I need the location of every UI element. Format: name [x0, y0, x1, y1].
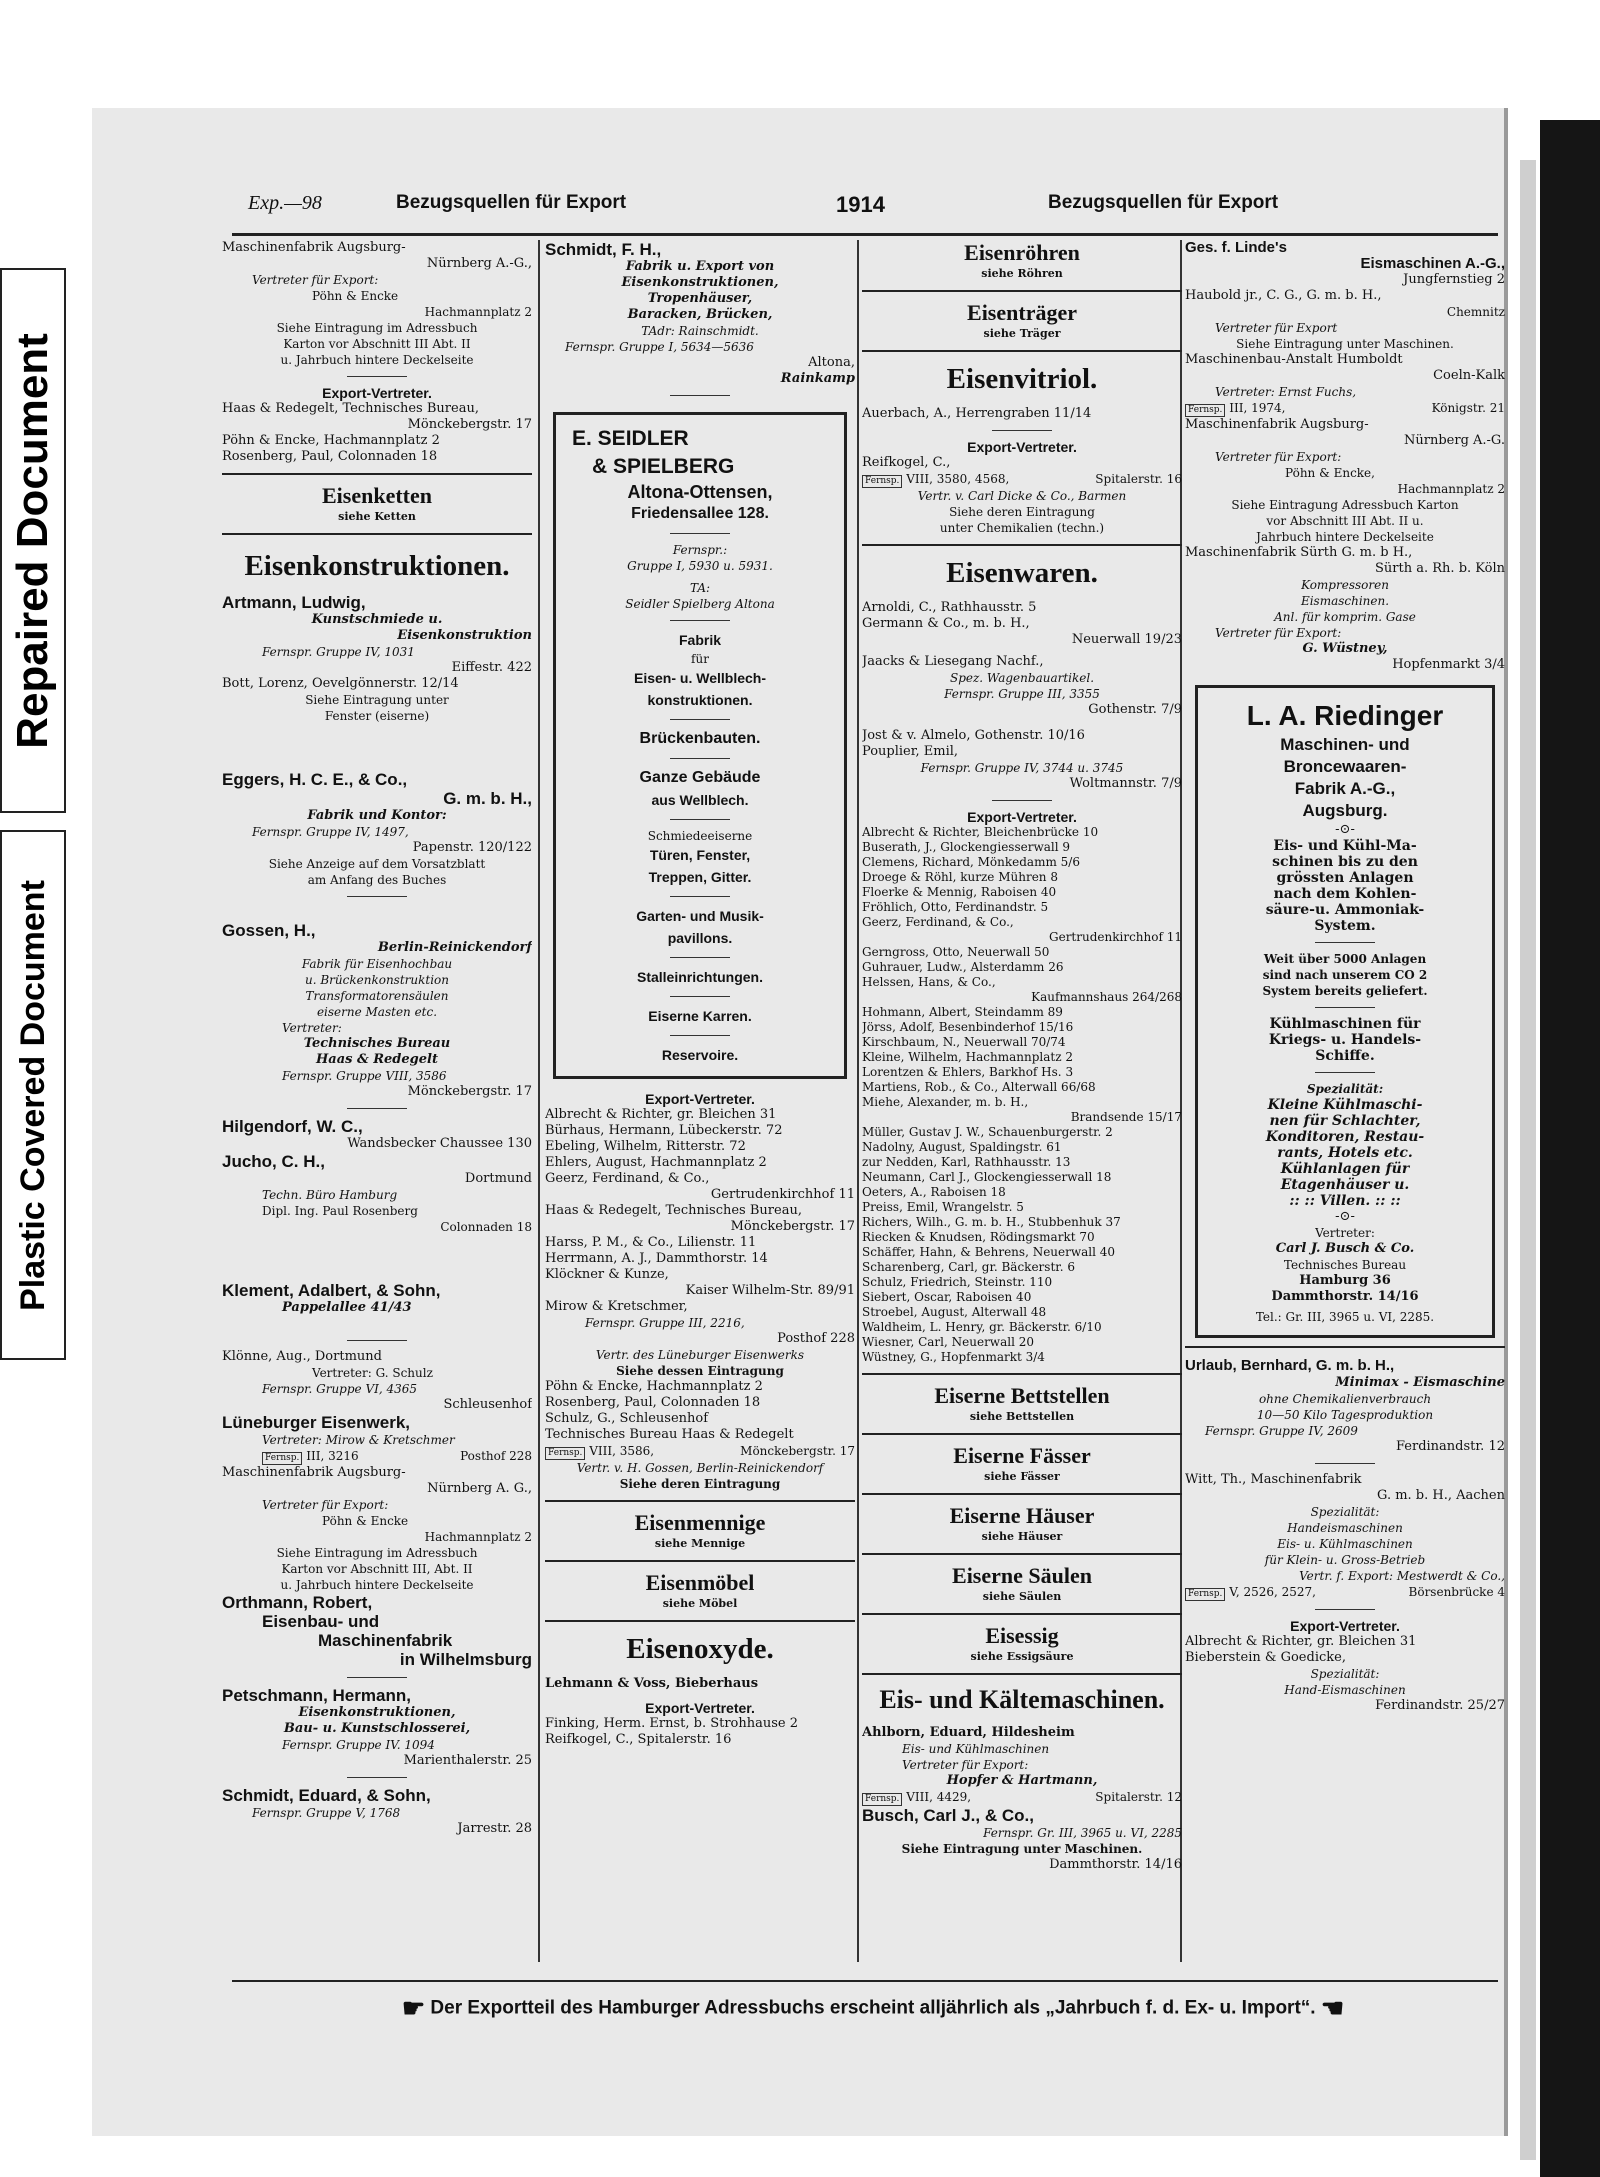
short-rule [347, 1108, 407, 1109]
section-rule [545, 1560, 855, 1562]
export-vertreter-heading: Export-Vertreter. [645, 1091, 755, 1107]
entry-busch: Busch, Carl J., & Co., Fernspr. Gr. III, 3965 u. VI, 2285 Siehe Eintragung unter Maschinen. Dammthorstr. 14/16 [862, 1806, 1182, 1872]
heading-eiserne-faesser: Eiserne Fässer [953, 1443, 1091, 1468]
entry-orthmann: Orthmann, Robert, Eisenbau- und Maschinenfabrik in Wilhelmsburg [222, 1593, 532, 1669]
list-item: Harss, P. M., & Co., Lilienstr. 11 [545, 1235, 757, 1250]
heading-eiserne-saeulen: Eiserne Säulen [952, 1563, 1092, 1588]
list-item: Schulz, Friedrich, Steinstr. 110 [862, 1275, 1053, 1289]
list-item: Scharenberg, Carl, gr. Bäckerstr. 6 [862, 1260, 1075, 1274]
entry-albrecht: Albrecht & Richter, gr. Bleichen 31 Bieberstein & Goedicke, Spezialität: Hand-Eismaschinen Ferdinandstr. 25/27 [1185, 1634, 1505, 1713]
entry-artmann: Artmann, Ludwig, Kunstschmiede u. Eisenkonstruktion Fernspr. Gruppe IV, 1031 Eiffestr. 422 [222, 593, 532, 675]
section-rule [862, 350, 1182, 352]
short-rule [1315, 1609, 1375, 1610]
column-1: Maschinenfabrik Augsburg- Nürnberg A.-G., Vertreter für Export: Pöhn & Encke Hachmannplatz 2 Siehe Eintragung im Adressbuch Karton vor Abschnitt III Abt. II u. Jahrbuch hintere Deckelseite Export-Vertreter. Haas & Redegelt, Technisches Bureau, Mönckebergstr. 17 Pöhn & Encke, Hachmannplatz 2 Rosenberg, Paul, Colonnaden 18 Eisenketten siehe Ketten Eisenkonstruktionen. Artmann, Ludwig, Kunstschmiede u. Eisenkonstruktion Fernspr. Gruppe IV, 1031 Eiffestr. 422 Bott, Lorenz, Oevelgönnerstr. 12/14 Siehe Eintragung unter Fenster (eiserne) Eggers, H. C. E., & Co., G. m. b. H., Fabrik und Kontor: Fernspr. Gruppe IV, 1497, Papenstr. 120/122 Siehe Anzeige auf dem Vorsatzblatt am Anfang des Buches Gossen, H., Berlin-Reinickendorf Fabrik für Eisenhochbau u. Brückenkonstruktion Transformatorensäulen eiserne Masten etc. Vertreter: Technisches Bureau Haas & Redegelt Fernspr. Gruppe VIII, 3586 Mönckebergstr. 17 Hilgendorf, W. C., Wandsbecker Chaussee 130 Jucho, C. H., Dortmund Techn. Büro Hamburg Dipl. Ing. Paul Rosenberg Colonnaden 18 Klement, Adalbert, & Sohn, Pappelallee 41/43 Klönne, Aug., Dortmund Vertreter: G. Schulz Fernspr. Gruppe VI, 4365 Schleusenhof Lüneburger Eisenwerk, Vertreter: Mirow & Kretschmer Fernsp. III, 3216 Posthof 228 Maschinenfabrik Augsburg- Nürnberg A. G., Vertreter für Export: Pöhn & Encke Hachmannplatz 2 Siehe Eintragung im Adressbuch Karton vor Abschnitt III, Abt. II u. Jahrbuch hintere Deckelseite Orthmann, Robert, Eisenbau- und Maschinenfabrik in Wilhelmsburg Petschmann, Hermann, Eisenkonstruktionen, Bau- u. Kunstschlosserei, Fernspr. Gruppe IV. 1094 Marienthalerstr. 25 Schmidt, Eduard, & Sohn, Fernspr. Gruppe V, 1768 Jarrestr. 28 [222, 240, 532, 1836]
entry-suerth: Maschinenfabrik Sürth G. m. b H., Sürth a. Rh. b. Köln Kompressoren Eismaschinen. Anl. für komprim. Gase Vertreter für Export: G. Wüstney, Hopfenmarkt 3/4 [1185, 545, 1505, 672]
ornament: -⊙- [1335, 1209, 1355, 1224]
entry-ahlborn: Ahlborn, Eduard, Hildesheim Eis- und Kühlmaschinen Vertreter für Export: Hopfer & Hartmann, Fernsp. VIII, 4429, Spitalerstr. 12 [862, 1725, 1182, 1804]
list-item: Buserath, J., Glockengiesserwall 9 [862, 840, 1070, 854]
short-rule [1315, 1463, 1375, 1464]
column-divider [857, 240, 859, 1962]
pointing-hand-icon: ☛ [401, 1993, 426, 2023]
entry-witt: Witt, Th., Maschinenfabrik G. m. b. H., Aachen Spezialität: Handeismaschinen Eis- u. Kühlmaschinen für Klein- u. Gross-Betrieb Vertr. f. Export: Mestwerdt & Co., Fernsp. V, 2526, 2527, Börsenbrücke 4 [1185, 1472, 1505, 1599]
list-item: Helssen, Hans, & Co., Kaufmannshaus 264/268 [862, 975, 1182, 1004]
header-title-right: Bezugsquellen für Export [1048, 192, 1279, 213]
heading-eis-kaeltemaschinen: Eis- und Kältemaschinen. [879, 1685, 1165, 1714]
short-rule [670, 395, 730, 396]
heading-eisenroehren: Eisenröhren [964, 240, 1080, 265]
list-item: Wiesner, Carl, Neuerwall 20 [862, 1335, 1034, 1349]
list-item: Kirschbaum, N., Neuerwall 70/74 [862, 1035, 1066, 1049]
section-rule [862, 1673, 1182, 1675]
list-item: Ehlers, August, Hachmannplatz 2 [545, 1155, 767, 1170]
list-item: Klöckner & Kunze, Kaiser Wilhelm-Str. 89/91 [545, 1267, 855, 1298]
page-footer [258, 1993, 1488, 2024]
section-rule [222, 533, 532, 535]
section-rule [222, 473, 532, 475]
column-divider [538, 240, 540, 1962]
list-item: Lorentzen & Ehlers, Barkhof Hs. 3 [862, 1065, 1074, 1079]
entry-maschinenfabrik-2: Maschinenfabrik Augsburg- Nürnberg A. G., Vertreter für Export: Pöhn & Encke Hachmannplatz 2 Siehe Eintragung im Adressbuch Karton vor Abschnitt III, Abt. II u. Jahrbuch hintere Deckelseite [222, 1465, 532, 1592]
entry-maschinenbau-anstalt: Maschinenbau-Anstalt Humboldt Coeln-Kalk Vertreter: Ernst Fuchs, Fernsp. III, 1974, Königstr. 21 [1185, 352, 1505, 415]
list-item: Jörss, Adolf, Besenbinderhof 15/16 [862, 1020, 1074, 1034]
page-edge [1520, 160, 1536, 2160]
list-item: Albrecht & Richter, gr. Bleichen 31 [545, 1107, 777, 1122]
export-vertreter-list [862, 825, 1182, 1365]
list-item: Hohmann, Albert, Steindamm 89 [862, 1005, 1063, 1019]
list-item: Fröhlich, Otto, Ferdinandstr. 5 [862, 900, 1049, 914]
entry-maschinenfabrik: Maschinenfabrik Augsburg- Nürnberg A.-G., Vertreter für Export: Pöhn & Encke Hachmannplatz 2 Siehe Eintragung im Adressbuch Karton vor Abschnitt III Abt. II u. Jahrbuch hintere Deckelseite [222, 240, 532, 367]
heading-eisentraeger: Eisenträger [967, 300, 1077, 325]
column-4 [1185, 240, 1505, 1972]
entry-lueneburger: Lüneburger Eisenwerk, Vertreter: Mirow & Kretschmer Fernsp. III, 3216 Posthof 228 [222, 1413, 532, 1463]
entry-maschinenfabrik-augsburg: Maschinenfabrik Augsburg- Nürnberg A.-G. Vertreter für Export: Pöhn & Encke, Hachmannplatz 2 Siehe Eintragung Adressbuch Karton vor Abschnitt III Abt. II u. Jahrbuch hintere Deckelseite [1185, 417, 1505, 544]
list-item: Mirow & Kretschmer, [545, 1299, 688, 1314]
list-item: Geerz, Ferdinand, & Co., Gertrudenkirchhof 11 [862, 915, 1182, 944]
export-vertreter-heading: Export-Vertreter. [1290, 1618, 1400, 1634]
list-item: Guhrauer, Ludw., Alsterdamm 26 [862, 960, 1064, 974]
header-title-left: Bezugsquellen für Export [396, 192, 627, 213]
seidler-advertisement: E. SEIDLER & SPIELBERG Altona-Ottensen, Friedensallee 128. Fernspr.: Gruppe I, 5930 u. 5931. TA: Seidler Spielberg Altona Fabrik für Eisen- u. Wellblech- konstruktionen. Brückenbauten. Ganze Gebäude aus Wellblech. Schmiedeeiserne Türen, Fenster, Treppen, Gitter. Garten- und Musik- pavillons. Stalleinrichtungen. Eiserne Karren. Reservoire. [553, 412, 847, 1079]
list-item: Schäffer, Hahn, & Behrens, Neuerwall 40 [862, 1245, 1116, 1259]
side-label-repaired: Repaired Document [0, 268, 66, 813]
heading-eiserne-bettstellen: Eiserne Bettstellen [934, 1383, 1110, 1408]
short-rule [992, 430, 1052, 431]
export-vertreter-heading: Export-Vertreter. [322, 385, 432, 401]
short-rule [347, 1677, 407, 1678]
fernsprecher-icon: Fernsp. [862, 475, 902, 488]
section-rule [862, 1493, 1182, 1495]
section-rule [545, 1500, 855, 1502]
list-item: Siebert, Oscar, Raboisen 40 [862, 1290, 1032, 1304]
list-item: Richers, Wilh., G. m. b. H., Stubbenhuk 37 [862, 1215, 1121, 1229]
section-rule [862, 1373, 1182, 1375]
list-item: Neumann, Carl J., Glockengiesserwall 18 [862, 1170, 1112, 1184]
list-item: Waldheim, L. Henry, gr. Bäckerstr. 6/10 [862, 1320, 1102, 1334]
heading-eisenketten: Eisenketten [322, 483, 432, 508]
list-item: Riecken & Knudsen, Rödingsmarkt 70 [862, 1230, 1095, 1244]
entry-hilgendorf: Hilgendorf, W. C., Wandsbecker Chaussee 130 [222, 1117, 532, 1151]
export-vertreter-heading: Export-Vertreter. [645, 1700, 755, 1716]
scanner-edge [1540, 120, 1600, 2177]
list-item: Nadolny, August, Spaldingstr. 61 [862, 1140, 1062, 1154]
section-rule [862, 544, 1182, 546]
pointing-hand-icon: ☚ [1320, 1993, 1345, 2023]
list-item: Preiss, Emil, Wrangelstr. 5 [862, 1200, 1024, 1214]
list-item: Kleine, Wilhelm, Hachmannplatz 2 [862, 1050, 1074, 1064]
short-rule [347, 1340, 407, 1341]
heading-eisenmennige: Eisenmennige [634, 1510, 766, 1535]
header-year: 1914 [836, 192, 885, 217]
list-item: Miehe, Alexander, m. b. H., Brandsende 15/17 [862, 1095, 1182, 1124]
entry-jucho: Jucho, C. H., Dortmund Techn. Büro Hamburg Dipl. Ing. Paul Rosenberg Colonnaden 18 [222, 1152, 532, 1234]
section-rule [862, 1433, 1182, 1435]
column-3: Eisenröhren siehe Röhren Eisenträger siehe Träger Eisenvitriol. Auerbach, A., Herrengraben 11/14 Export-Vertreter. Reifkogel, C., Fernsp. VIII, 3580, 4568, Spitalerstr. 16 Vertr. v. Carl Dicke & Co., Barmen Siehe deren Eintragung unter Chemikalien (techn.) Eisenwaren. Arnoldi, C., Rathhausstr. 5 Germann & Co., m. b. H., Neuerwall 19/23 Jaacks & Liesegang Nachf., Spez. Wagenbauartikel. Fernspr. Gruppe III, 3355 Gothenstr. 7/9 Jost & v. Almelo, Gothenstr. 10/16 Pouplier, Emil, Fernspr. Gruppe IV, 3744 u. 3745 Woltmannstr. 7/9 Export-Vertreter. Albrecht & Richter, Bleichenbrücke 10 Buserath, J., Glockengiesserwall 9 Clemens, Richard, Mönkedamm 5/6 Droege & Röhl, kurze Mühren 8 Floerke & Mennig, Raboisen 40 Fröhlich, Otto, Ferdinandstr. 5 Geerz, Ferdinand, & Co., Gertrudenkirchhof 11 Gerngross, Otto, Neuerwall 50 Guhrauer, Ludw., Alsterdamm 26 Helssen, Hans, & Co., Kaufmannshaus 264/268 Hohmann, Albert, Steindamm 89 Jörss, Adolf, Besenbinderhof 15/16 Kirschbaum, N., Neuerwall 70/74 Kleine, Wilhelm, Hachmannplatz 2 Lorentzen & Ehlers, Barkhof Hs. 3 Martiens, Rob., & Co., Alterwall 66/68 Miehe, Alexander, m. b. H., Brandsende 15/17 Müller, Gustav J. W., Schauenburgerstr. 2 Nadolny, August, Spaldingstr. 61 zur Nedden, Karl, Rathhausstr. 13 Neumann, Carl J., Glockengiesserwall 18 Oeters, A., Raboisen 18 Preiss, Emil, Wrangelstr. 5 Richers, Wilh., G. m. b. H., Stubbenhuk 37 Riecken & Knudsen, Rödingsmarkt 70 Schäffer, Hahn, & Behrens, Neuerwall 40 Scharenberg, Carl, gr. Bäckerstr. 6 Schulz, Friedrich, Steinstr. 110 Siebert, Oscar, Raboisen 40 Stroebel, August, Alterwall 48 Waldheim, L. Henry, gr. Bäckerstr. 6/10 Wiesner, Carl, Neuerwall 20 Wüstney, G., Hopfenmarkt 3/4 Eiserne Bettstellen siehe Bettstellen Eiserne Fässer siehe Fässer Eiserne Häuser siehe Häuser Eiserne Säulen siehe Säulen Eisessig siehe Essigsäure Eis- und Kältemaschinen. Ahlborn, Eduard, Hildesheim Eis- und Kühlmaschinen Vertreter für Export: Hopfer & Hartmann, Fernsp. VIII, 4429, Spitalerstr. 12 Busch, Carl J., & Co., Fernspr. Gr. III, 3965 u. VI, 2285 Siehe Eintragung unter Maschinen. Dammthorstr. 14/16 [862, 240, 1182, 1872]
fernsprecher-icon: Fernsp. [545, 1447, 585, 1460]
list-item: Clemens, Richard, Mönkedamm 5/6 [862, 855, 1080, 869]
riedinger-advertisement: L. A. Riedinger Maschinen- und Broncewaaren- Fabrik A.-G., Augsburg. -⊙- Eis- und Kühl-Ma- schinen bis zu den grössten Anlagen nach dem Kohlen- säure-u. Ammoniak- System. Weit über 5000 Anlagen sind nach unserem CO 2 System bereits geliefert. Kühlmaschinen für Kriegs- u. Handels- Schiffe. Spezialität: Kleine Kühlmaschi- nen für Schlachter, Konditoren, Restau- rants, Hotels etc. Kühlanlagen für Etagenhäuser u. :: :: Villen. :: :: -⊙- Vertreter: Carl J. Busch & Co. Technisches Bureau Hamburg 36 Dammthorstr. 14/16 Tel.: Gr. III, 3965 u. VI, 2285. [1195, 685, 1495, 1338]
fernsprecher-icon: Fernsp. [1185, 404, 1225, 417]
export-vertreter-heading: Export-Vertreter. [967, 439, 1077, 455]
export-vertreter-heading: Export-Vertreter. [967, 809, 1077, 825]
column-2: Schmidt, F. H., Fabrik u. Export von Eisenkonstruktionen, Tropenhäuser, Baracken, Brücken, TAdr: Rainschmidt. Fernspr. Gruppe I, 5634—5636 Altona, Rainkamp E. SEIDLER & SPIELBERG Altona-Ottensen, Friedensallee 128. Fernspr.: Gruppe I, 5930 u. 5931. TA: Seidler Spielberg Altona Fabrik für Eisen- u. Wellblech- konstruktionen. Brückenbauten. Ganze Gebäude aus Wellblech. Schmiedeeiserne Türen, Fenster, Treppen, Gitter. Garten- und Musik- pavillons. Stalleinrichtungen. Eiserne Karren. Reservoire. Export-Vertreter. Albrecht & Richter, gr. Bleichen 31 Bürhaus, Hermann, Lübeckerstr. 72 Ebeling, Wilhelm, Ritterstr. 72 Ehlers, August, Hachmannplatz 2 Geerz, Ferdinand, & Co., Gertrudenkirchhof 11 Haas & Redegelt, Technisches Bureau, Mönckebergstr. 17 Harss, P. M., & Co., Lilienstr. 11 Herrmann, A. J., Dammthorstr. 14 Klöckner & Kunze, Kaiser Wilhelm-Str. 89/91 Mirow & Kretschmer, Fernspr. Gruppe III, 2216, Posthof 228 Vertr. des Lüneburger Eisenwerks Siehe dessen Eintragung Pöhn & Encke, Hachmannplatz 2 Rosenberg, Paul, Colonnaden 18 Schulz, G., Schleusenhof Technisches Bureau Haas & Redegelt Fernsp. VIII, 3586, Mönckebergstr. 17 Vertr. v. H. Gossen, Berlin-Reinickendorf Siehe deren Eintragung Eisenmennige siehe Mennige Eisenmöbel siehe Möbel Eisenoxyde. Lehmann & Voss, Bieberhaus Export-Vertreter. Finking, Herm. Ernst, b. Strohhause 2 Reifkogel, C., Spitalerstr. 16 [545, 240, 855, 1747]
section-rule [862, 1553, 1182, 1555]
footer-rule [232, 1980, 1498, 1982]
entry-haubold: Haubold jr., C. G., G. m. b. H., Chemnitz Vertreter für Export Siehe Eintragung unter Maschinen. [1185, 288, 1505, 351]
heading-eisenoxyde: Eisenoxyde. [626, 1633, 774, 1665]
list-item: Albrecht & Richter, Bleichenbrücke 10 [862, 825, 1099, 839]
page-header [248, 188, 1506, 222]
heading-eiserne-haeuser: Eiserne Häuser [949, 1503, 1095, 1528]
short-rule [347, 376, 407, 377]
list-item: Floerke & Mennig, Raboisen 40 [862, 885, 1057, 899]
list-item: Müller, Gustav J. W., Schauenburgerstr. 2 [862, 1125, 1113, 1139]
entry-petschmann: Petschmann, Hermann, Eisenkonstruktionen, Bau- u. Kunstschlosserei, Fernspr. Gruppe IV. 1094 Marienthalerstr. 25 [222, 1686, 532, 1768]
fernsprecher-icon: Fernsp. [1185, 1588, 1225, 1601]
heading-eisessig: Eisessig [985, 1623, 1059, 1648]
entry-urlaub: Urlaub, Bernhard, G. m. b. H., Minimax - Eismaschine ohne Chemikalienverbrauch 10—50 Kilo Tagesproduktion Fernspr. Gruppe IV, 2609 Ferdinandstr. 12 [1185, 1357, 1505, 1454]
export-vertreter-list [545, 1107, 855, 1315]
entry-linde: Ges. f. Linde's Eismaschinen A.-G., Jungfernstieg 2 [1185, 240, 1505, 287]
list-item: Droege & Röhl, kurze Mühren 8 [862, 870, 1058, 884]
header-rule [232, 233, 1498, 236]
entry-schmidt-eduard: Schmidt, Eduard, & Sohn, Fernspr. Gruppe V, 1768 Jarrestr. 28 [222, 1786, 532, 1836]
short-rule [347, 1777, 407, 1778]
heading-eisenmoebel: Eisenmöbel [645, 1570, 755, 1595]
entry-eggers: Eggers, H. C. E., & Co., G. m. b. H., Fabrik und Kontor: Fernspr. Gruppe IV, 1497, Papenstr. 120/122 Siehe Anzeige auf dem Vorsatzblatt am Anfang des Buches [222, 770, 532, 887]
list-item: Martiens, Rob., & Co., Alterwall 66/68 [862, 1080, 1096, 1094]
entry-reifkogel: Reifkogel, C., Fernsp. VIII, 3580, 4568, Spitalerstr. 16 Vertr. v. Carl Dicke & Co., Barmen Siehe deren Eintragung unter Chemikalien (techn.) [862, 455, 1182, 535]
footer-text: Der Exportteil des Hamburger Adressbuchs erscheint alljährlich als „Jahrbuch f. d. Ex- u. Import“. [430, 1997, 1316, 2019]
fernsprecher-icon: Fernsp. [862, 1793, 902, 1806]
fernsprecher-icon: Fernsp. [262, 1452, 302, 1465]
entry-kloenne: Klönne, Aug., Dortmund Vertreter: G. Schulz Fernspr. Gruppe VI, 4365 Schleusenhof [222, 1349, 532, 1412]
entry-klement: Klement, Adalbert, & Sohn, Pappelallee 41/43 [222, 1281, 441, 1315]
short-rule [347, 896, 407, 897]
list-item: Ebeling, Wilhelm, Ritterstr. 72 [545, 1139, 746, 1154]
entry-schmidt-fh: Schmidt, F. H., Fabrik u. Export von Eisenkonstruktionen, Tropenhäuser, Baracken, Brücken, TAdr: Rainschmidt. Fernspr. Gruppe I, 5634—5636 Altona, Rainkamp [545, 240, 855, 386]
ornament: -⊙- [1335, 822, 1355, 837]
side-label-plastic: Plastic Covered Document [0, 830, 66, 1360]
heading-eisenvitriol: Eisenvitriol. [946, 363, 1098, 395]
section-rule [862, 1613, 1182, 1615]
list-item: Gerngross, Otto, Neuerwall 50 [862, 945, 1050, 959]
heading-eisenwaren: Eisenwaren. [946, 557, 1098, 589]
section-rule [545, 1620, 855, 1622]
list-item: Oeters, A., Raboisen 18 [862, 1185, 1006, 1199]
entry-bott: Bott, Lorenz, Oevelgönnerstr. 12/14 Siehe Eintragung unter Fenster (eiserne) [222, 676, 459, 723]
list-item: zur Nedden, Karl, Rathhausstr. 13 [862, 1155, 1071, 1169]
list-item: Stroebel, August, Alterwall 48 [862, 1305, 1047, 1319]
section-rule [1185, 1346, 1505, 1348]
list-item: Bürhaus, Hermann, Lübeckerstr. 72 [545, 1123, 783, 1138]
list-item: Herrmann, A. J., Dammthorstr. 14 [545, 1251, 768, 1266]
short-rule [992, 800, 1052, 801]
section-rule [862, 290, 1182, 292]
list-item: Wüstney, G., Hopfenmarkt 3/4 [862, 1350, 1045, 1364]
spacer [222, 724, 532, 770]
entry-gossen: Gossen, H., Berlin-Reinickendorf Fabrik für Eisenhochbau u. Brückenkonstruktion Transformatorensäulen eiserne Masten etc. Vertreter: Technisches Bureau Haas & Redegelt Fernspr. Gruppe VIII, 3586 Mönckebergstr. 17 [222, 921, 532, 1099]
page-number: Exp.—98 [248, 192, 322, 214]
heading-eisenkonstruktionen: Eisenkonstruktionen. [244, 550, 510, 582]
list-item: Haas & Redegelt, Technisches Bureau, Mönckebergstr. 17 [545, 1203, 855, 1234]
list-item: Geerz, Ferdinand, & Co., Gertrudenkirchhof 11 [545, 1171, 855, 1202]
